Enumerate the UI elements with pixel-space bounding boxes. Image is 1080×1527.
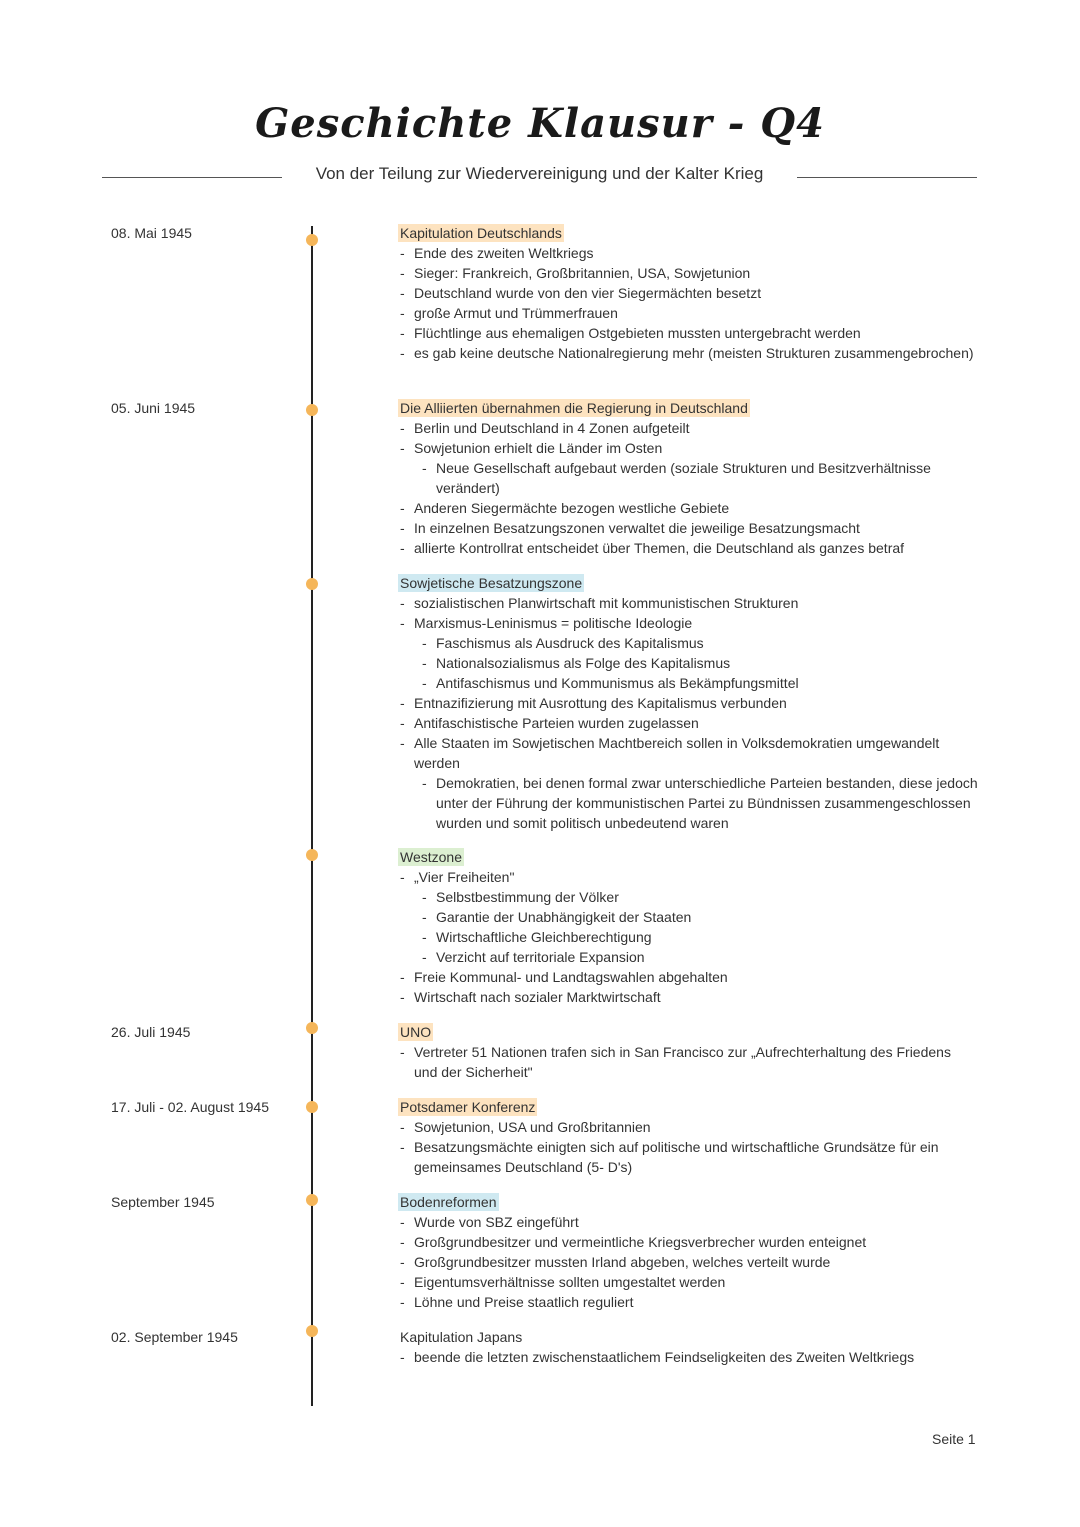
timeline-dot xyxy=(306,1194,318,1206)
list-item: - es gab keine deutsche Nationalregierung mehr (meisten Strukturen zusammengebrochen) xyxy=(398,343,978,363)
timeline-entry xyxy=(398,1022,978,1082)
entry-heading: Potsdamer Konferenz xyxy=(400,1099,536,1115)
subtitle-row xyxy=(102,164,977,188)
list-item: - Sowjetunion erhielt die Länder im Osten xyxy=(398,438,978,458)
list-item: - Vertreter 51 Nationen trafen sich in San Francisco zur „Aufrechterhaltung des Friedens und der Sicherheit" xyxy=(398,1042,978,1082)
list-item: - Sowjetunion, USA und Großbritannien xyxy=(398,1117,978,1137)
page-number: Seite 1 xyxy=(932,1431,976,1447)
entry-heading: Die Alliierten übernahmen die Regierung in Deutschland xyxy=(400,400,748,416)
timeline-dot xyxy=(306,1325,318,1337)
list-subitem: - Faschismus als Ausdruck des Kapitalismus xyxy=(398,633,978,653)
timeline-entry xyxy=(398,847,978,1007)
timeline-entry xyxy=(398,573,978,833)
list-subitem: - Nationalsozialismus als Folge des Kapitalismus xyxy=(398,653,978,673)
list-item: - sozialistischen Planwirtschaft mit kommunistischen Strukturen xyxy=(398,593,978,613)
list-item: - Entnazifizierung mit Ausrottung des Kapitalismus verbunden xyxy=(398,693,978,713)
list-item: - Sieger: Frankreich, Großbritannien, USA, Sowjetunion xyxy=(398,263,978,283)
list-subitem: - Demokratien, bei denen formal zwar unterschiedliche Parteien bestanden, diese jedoch unter der Führung der kommunistischen Partei zu Bündnissen zusammengeschlossen wurden und somit politisch unbedeutend waren xyxy=(398,773,978,833)
list-item: - allierte Kontrollrat entscheidet über Themen, die Deutschland als ganzes betraf xyxy=(398,538,978,558)
timeline-date: September 1945 xyxy=(111,1194,215,1210)
list-item: - Flüchtlinge aus ehemaligen Ostgebieten mussten untergebracht werden xyxy=(398,323,978,343)
list-item: - Freie Kommunal- und Landtagswahlen abgehalten xyxy=(398,967,978,987)
timeline-date: 08. Mai 1945 xyxy=(111,225,192,241)
timeline-dot xyxy=(306,849,318,861)
timeline-entry xyxy=(398,398,978,558)
entry-heading: Sowjetische Besatzungszone xyxy=(400,575,583,591)
entry-heading: Kapitulation Japans xyxy=(400,1329,523,1345)
timeline-entry xyxy=(398,223,978,363)
list-item: - Berlin und Deutschland in 4 Zonen aufgeteilt xyxy=(398,418,978,438)
list-item: - Wurde von SBZ eingeführt xyxy=(398,1212,978,1232)
timeline-entry xyxy=(398,1327,978,1367)
list-item: - Besatzungsmächte einigten sich auf politische und wirtschaftliche Grundsätze für ein gemeinsames Deutschland (5- D's) xyxy=(398,1137,978,1177)
subtitle-divider-right xyxy=(797,177,977,178)
list-item: - Großgrundbesitzer und vermeintliche Kriegsverbrecher wurden enteignet xyxy=(398,1232,978,1252)
list-subitem: - Garantie der Unabhängigkeit der Staaten xyxy=(398,907,978,927)
list-subitem: - Neue Gesellschaft aufgebaut werden (soziale Strukturen und Besitzverhältnisse verändert) xyxy=(398,458,978,498)
list-item: - beende die letzten zwischenstaatlichem Feindseligkeiten des Zweiten Weltkriegs xyxy=(398,1347,978,1367)
timeline-date: 05. Juni 1945 xyxy=(111,400,196,416)
list-item: - Ende des zweiten Weltkriegs xyxy=(398,243,978,263)
timeline-date: 26. Juli 1945 xyxy=(111,1024,191,1040)
list-item: - Antifaschistische Parteien wurden zugelassen xyxy=(398,713,978,733)
list-item: - Marxismus-Leninismus = politische Ideologie xyxy=(398,613,978,633)
list-item: - Großgrundbesitzer mussten Irland abgeben, welches verteilt wurde xyxy=(398,1252,978,1272)
timeline-date: 17. Juli - 02. August 1945 xyxy=(111,1099,269,1115)
timeline-dot xyxy=(306,1022,318,1034)
list-item: - Deutschland wurde von den vier Siegermächten besetzt xyxy=(398,283,978,303)
list-subitem: - Selbstbestimmung der Völker xyxy=(398,887,978,907)
entry-heading: Westzone xyxy=(400,849,462,865)
list-item: - Eigentumsverhältnisse sollten umgestaltet werden xyxy=(398,1272,978,1292)
entry-heading: Kapitulation Deutschlands xyxy=(400,225,562,241)
timeline-dot xyxy=(306,404,318,416)
list-subitem: - Verzicht auf territoriale Expansion xyxy=(398,947,978,967)
page-subtitle: Von der Teilung zur Wiedervereinigung und der Kalter Krieg xyxy=(315,164,764,183)
timeline-date: 02. September 1945 xyxy=(111,1329,238,1345)
list-item: - In einzelnen Besatzungszonen verwaltet die jeweilige Besatzungsmacht xyxy=(398,518,978,538)
timeline-axis xyxy=(311,226,313,1406)
list-item: - Alle Staaten im Sowjetischen Machtbereich sollen in Volksdemokratien umgewandelt werden xyxy=(398,733,978,773)
timeline-dot xyxy=(306,1101,318,1113)
list-item: - Wirtschaft nach sozialer Marktwirtschaft xyxy=(398,987,978,1007)
timeline-entry xyxy=(398,1192,978,1312)
list-item: - „Vier Freiheiten" xyxy=(398,867,978,887)
list-item: - große Armut und Trümmerfrauen xyxy=(398,303,978,323)
list-subitem: - Antifaschismus und Kommunismus als Bekämpfungsmittel xyxy=(398,673,978,693)
list-subitem: - Wirtschaftliche Gleichberechtigung xyxy=(398,927,978,947)
timeline-dot xyxy=(306,578,318,590)
timeline-entry xyxy=(398,1097,978,1177)
entry-heading: Bodenreformen xyxy=(400,1194,497,1210)
entry-heading: UNO xyxy=(400,1024,432,1040)
timeline-dot xyxy=(306,234,318,246)
list-item: - Anderen Siegermächte bezogen westliche Gebiete xyxy=(398,498,978,518)
page-title: Geschichte Klausur - Q4 xyxy=(255,100,825,147)
list-item: - Löhne und Preise staatlich reguliert xyxy=(398,1292,978,1312)
